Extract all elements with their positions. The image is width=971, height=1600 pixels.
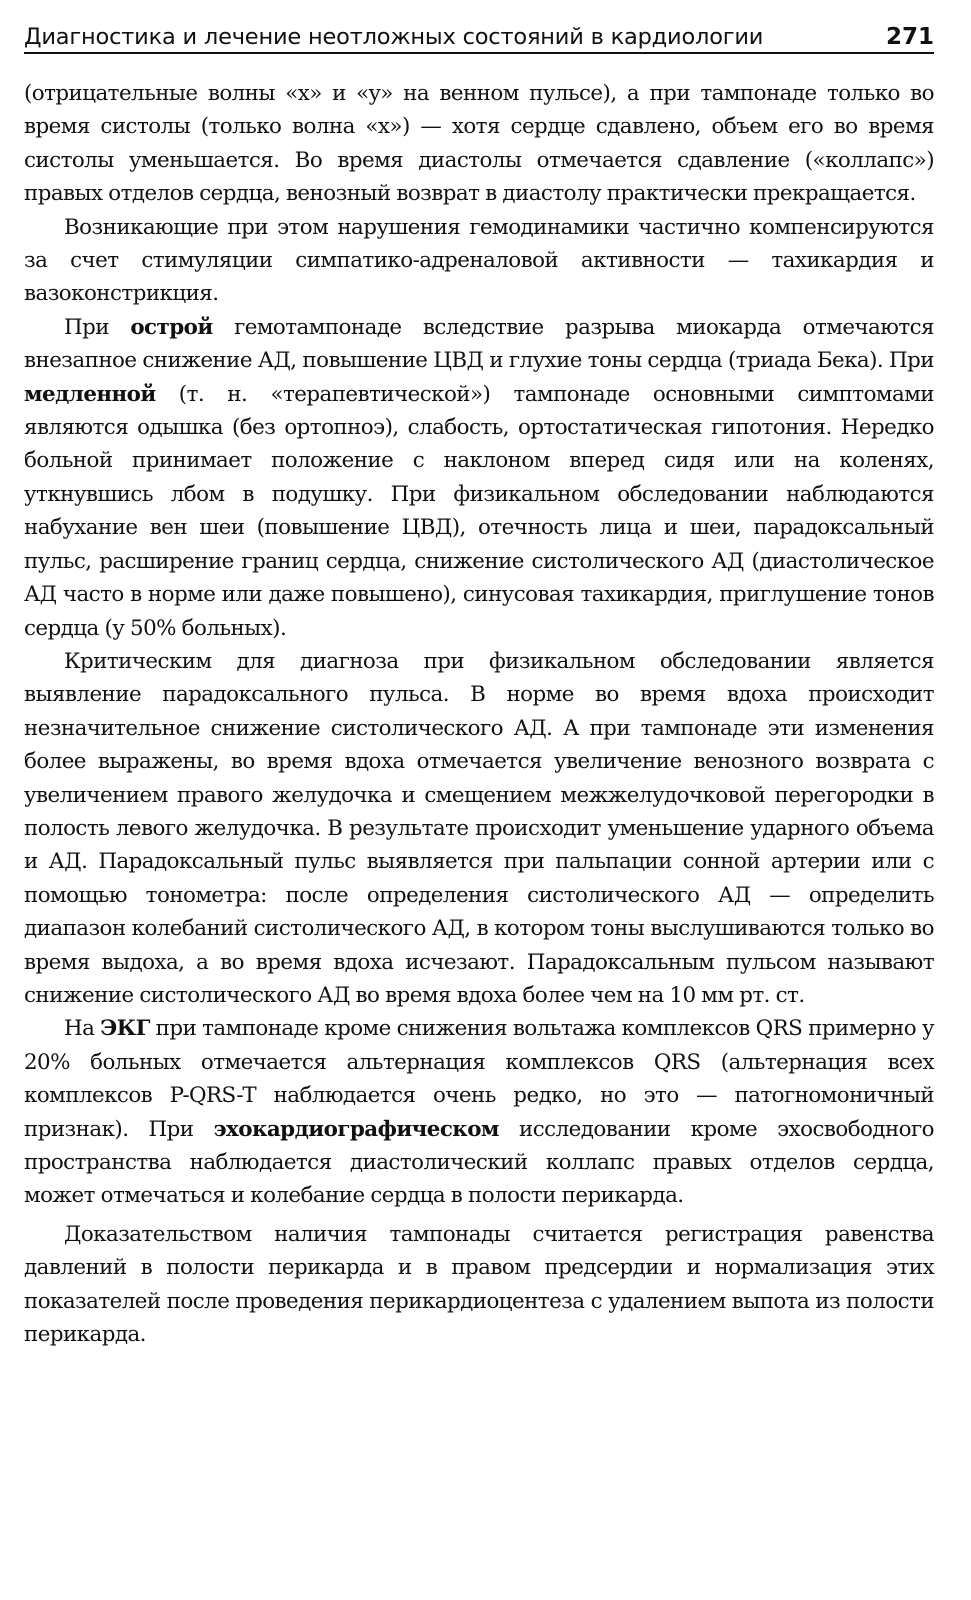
running-header (24, 18, 934, 54)
paragraph-text: На (64, 1016, 101, 1042)
paragraph-text: гемотампонаде вследствие разрыва миокарда отмечаются внезапное снижение АД, повышение ЦВД и глухие тоны сердца (триада Бека). При (24, 314, 934, 374)
body-text (24, 77, 934, 1351)
page-number: 271 (885, 24, 934, 50)
bold-term: эхокардиографическом (213, 1116, 499, 1142)
book-page (24, 18, 934, 1351)
paragraph (24, 77, 934, 211)
paragraph (24, 1218, 934, 1352)
paragraph-text: при тампонаде кроме снижения вольтажа комплексов QRS примерно у 20% больных отмечается альтернация комплексов QRS (альтернация всех комплексов P-QRS-T наблюдается очень редко, но это — патогномоничный признак). При (24, 1016, 935, 1142)
bold-term: медленной (24, 381, 156, 407)
paragraph-text: При (64, 314, 131, 340)
paragraph (24, 211, 934, 311)
paragraph (24, 1012, 934, 1212)
paragraph-text: исследовании кроме эхосвободного пространства наблюдается диастолический коллапс правых отделов сердца, может отмечаться и колебание сердца в полости перикарда. (24, 1116, 934, 1209)
paragraph-text: (отрицательные волны «x» и «y» на венном пульсе), а при тампонаде только во время систолы (только волна «x») — хотя сердце сдавлено, объем его во время систолы уменьшается. Во время диастолы отмечается сдавление («коллапс») правых отделов сердца, венозный возврат в диастолу практически прекращается. (24, 81, 934, 207)
paragraph-text: Возникающие при этом нарушения гемодинамики частично компенсируются за счет стимуляции симпатико-адреналовой активности — тахикардия и вазоконстрикция. (24, 214, 934, 307)
paragraph-text: Критическим для диагноза при физикальном обследовании является выявление парадоксального пульса. В норме во время вдоха происходит незначительное снижение систолического АД. А при тампонаде эти изменения более выражены, во время вдоха отмечается увеличение венозного возврата с увеличением правого желудочка и смещением межжелудочковой перегородки в полость левого желудочка. В результате происходит уменьшение ударного объема и АД. Парадоксальный пульс выявляется при пальпации сонной артерии или с помощью тонометра: после определения систолического АД — определить диапазон колебаний систолического АД, в котором тоны выслушиваются только во время выдоха, а во время вдоха исчезают. Парадоксальным пульсом называют снижение систолического АД во время вдоха более чем на 10 мм рт. ст. (24, 648, 934, 1008)
bold-term: ЭКГ (100, 1016, 150, 1042)
running-title: Диагностика и лечение неотложных состояний в кардиологии (24, 24, 764, 50)
paragraph-text: (т. н. «терапевтической») тампонаде основными симптомами являются одышка (без ортопноэ), слабость, ортостатическая гипотония. Нередко больной принимает положение с наклоном вперед сидя или на коленях, уткнувшись лбом в подушку. При физикальном обследовании наблюдаются набухание вен шеи (повышение ЦВД), отечность лица и шеи, парадоксальный пульс, расширение границ сердца, снижение систолического АД (диастолическое АД часто в норме или даже повышено), синусовая тахикардия, приглушение тонов сердца (у 50% больных). (24, 381, 934, 641)
paragraph-text: Доказательством наличия тампонады считается регистрация равенства давлений в полости перикарда и в правом предсердии и нормализация этих показателей после проведения перикардиоцентеза с удалением выпота из полости перикарда. (24, 1221, 934, 1348)
paragraph (24, 311, 934, 645)
bold-term: острой (130, 314, 213, 340)
paragraph (24, 645, 934, 1012)
